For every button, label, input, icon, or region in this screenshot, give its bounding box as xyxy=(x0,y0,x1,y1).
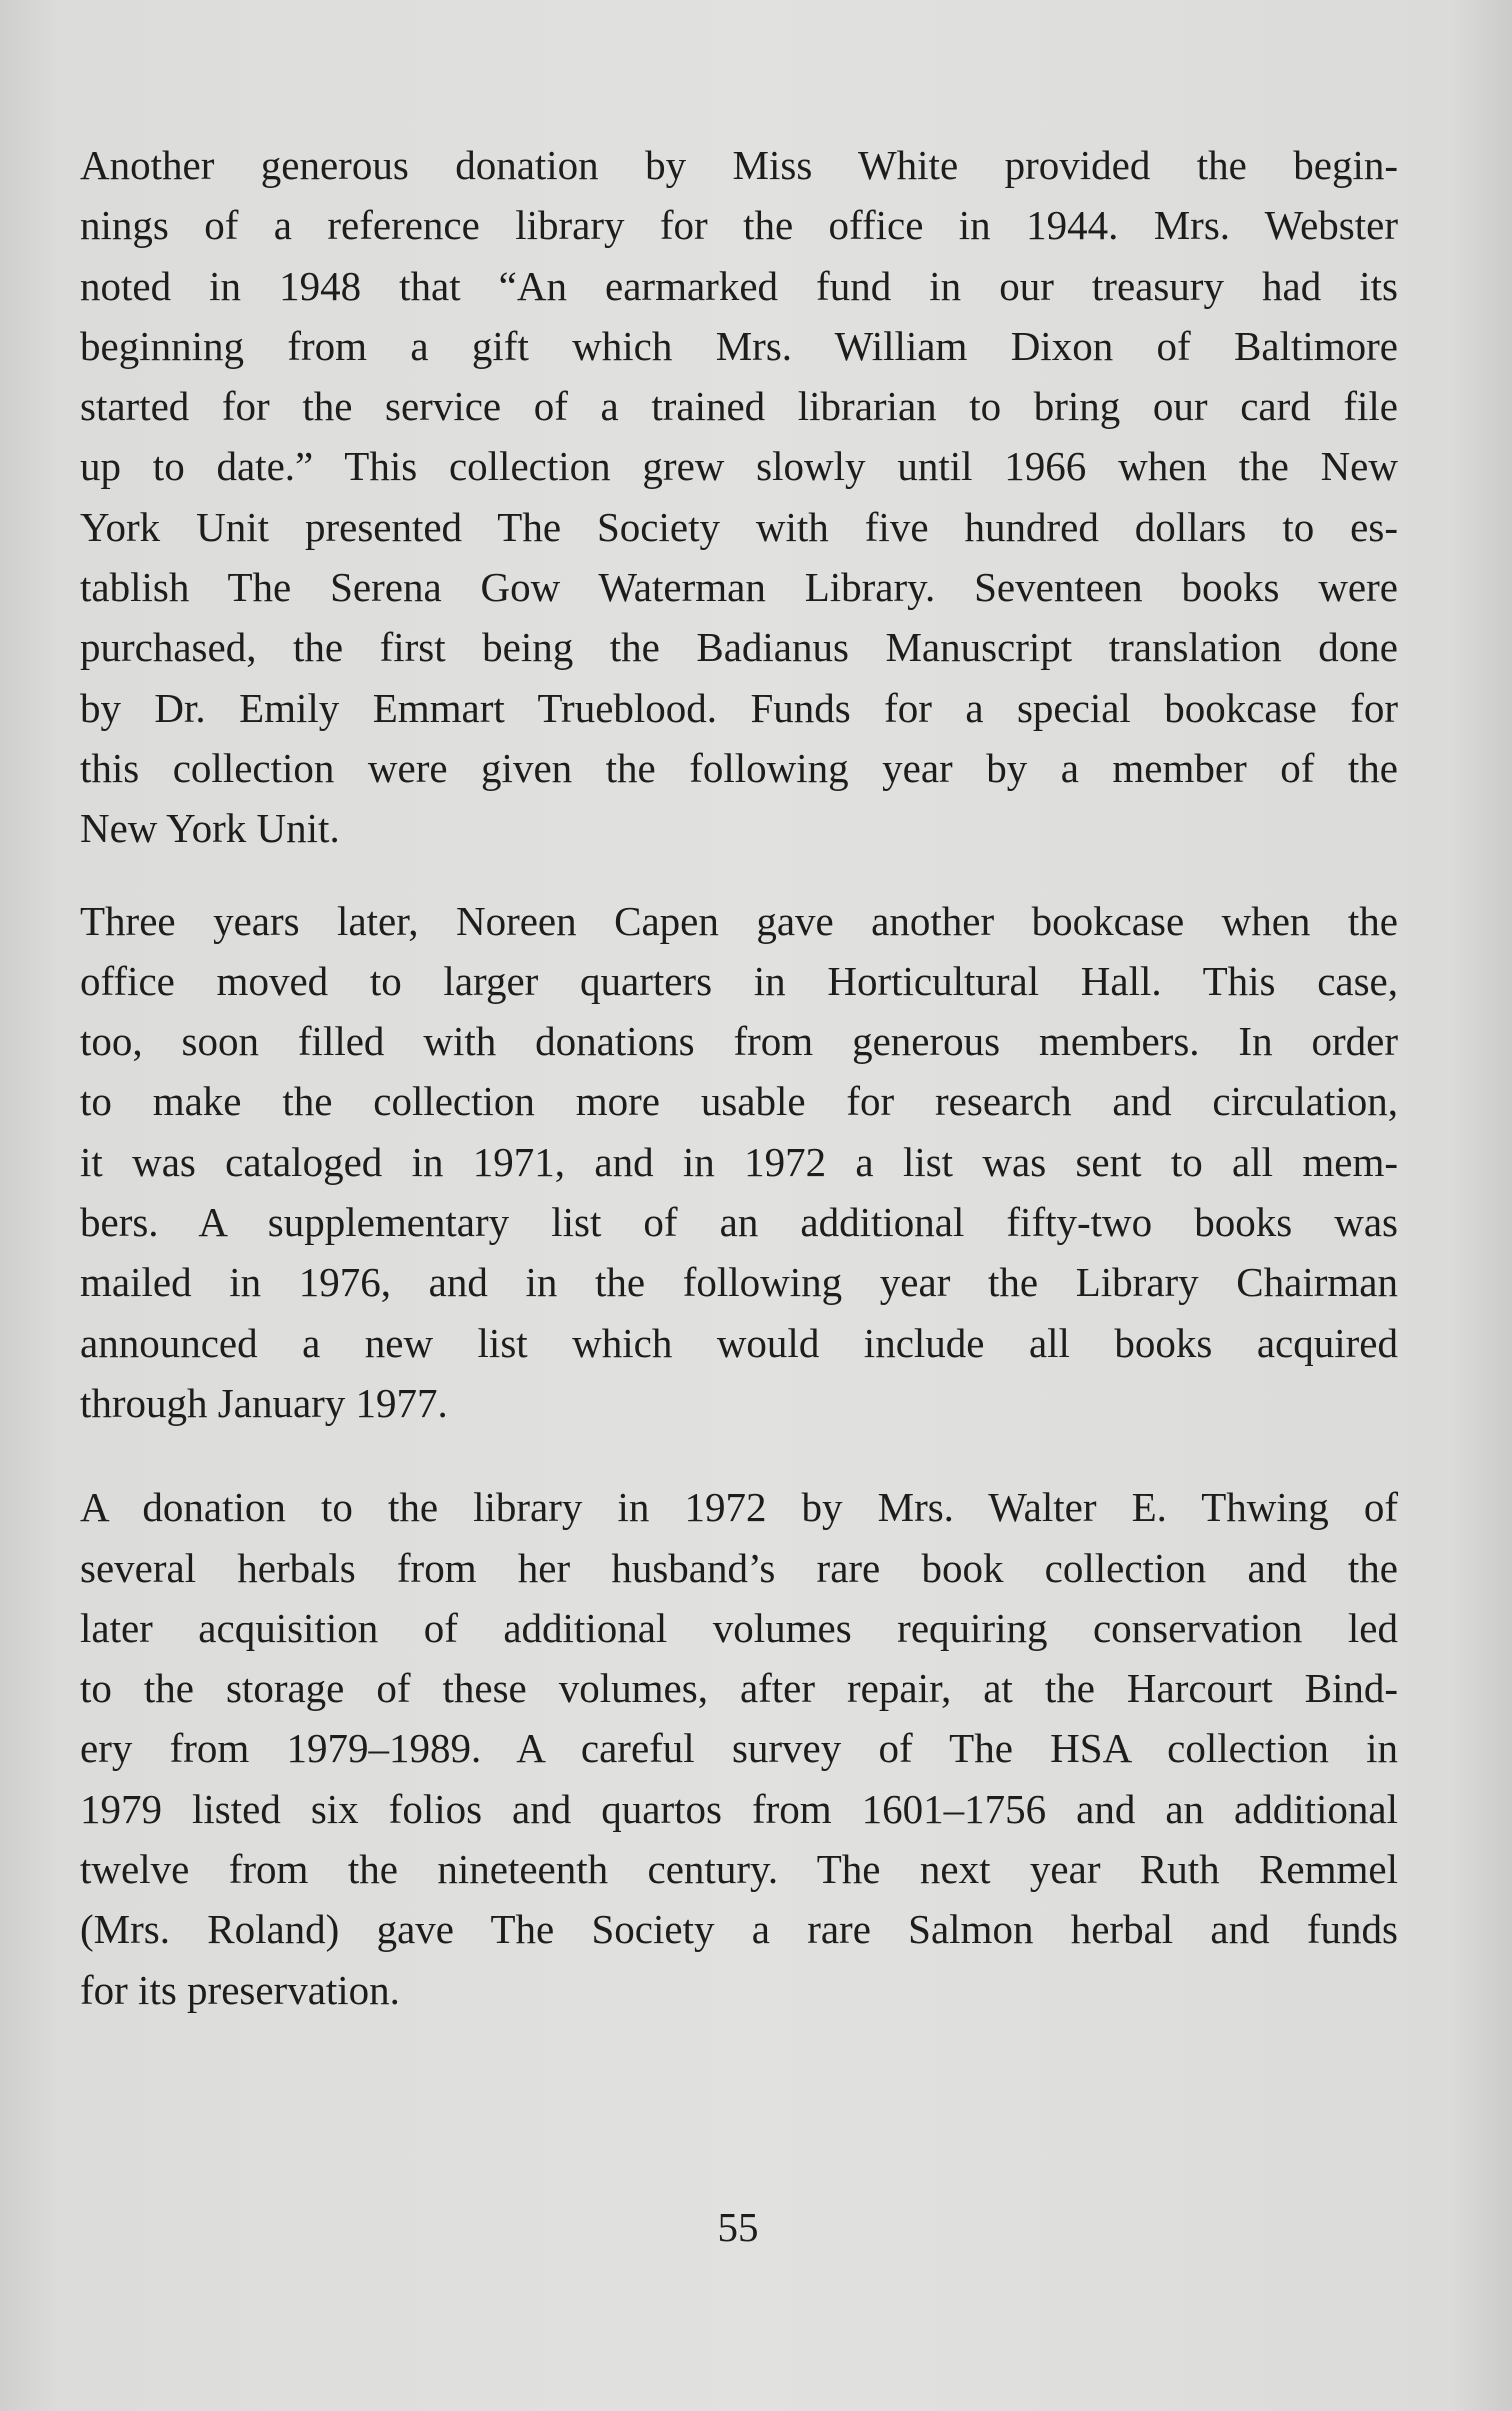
text-line: started for the service of a trained librarian to bring our card file xyxy=(80,383,1398,430)
text-line: announced a new list which would include all books acquired xyxy=(80,1319,1398,1366)
text-line: (Mrs. Roland) gave The Society a rare Salmon herbal and funds xyxy=(80,1906,1398,1953)
text-line: later acquisition of additional volumes requiring conservation led xyxy=(80,1604,1398,1651)
text-line: up to date.” This collection grew slowly until 1966 when the New xyxy=(80,443,1398,490)
text-line: nings of a reference library for the office in 1944. Mrs. Webster xyxy=(80,202,1398,249)
text-line: twelve from the nineteenth century. The next year Ruth Remmel xyxy=(80,1846,1398,1893)
text-line: 1979 listed six folios and quartos from 1601–1756 and an additional xyxy=(80,1785,1398,1832)
paragraph-library-beginnings xyxy=(80,135,1398,859)
paragraph-thwing-donation xyxy=(80,1477,1398,2020)
text-line: this collection were given the following year by a member of the xyxy=(80,744,1398,791)
text-line: purchased, the first being the Badianus Manuscript translation done xyxy=(80,624,1398,671)
page-number: 55 xyxy=(717,2204,759,2250)
text-line: ery from 1979–1989. A careful survey of The HSA collection in xyxy=(80,1725,1398,1772)
text-line: New York Unit. xyxy=(80,805,340,852)
text-line: bers. A supplementary list of an additional fifty-two books was xyxy=(80,1199,1398,1246)
body-text xyxy=(80,135,1398,2020)
text-line: through January 1977. xyxy=(80,1379,448,1426)
text-line: too, soon filled with donations from generous members. In order xyxy=(80,1018,1398,1065)
text-line: tablish The Serena Gow Waterman Library. Seventeen books were xyxy=(80,564,1398,611)
text-line: Three years later, Noreen Capen gave another bookcase when the xyxy=(80,897,1398,944)
text-line: York Unit presented The Society with five hundred dollars to es- xyxy=(80,503,1398,550)
text-line: noted in 1948 that “An earmarked fund in our treasury had its xyxy=(80,262,1398,309)
text-line: A donation to the library in 1972 by Mrs. Walter E. Thwing of xyxy=(80,1484,1398,1531)
text-line: to make the collection more usable for research and circulation, xyxy=(80,1078,1398,1125)
text-line: beginning from a gift which Mrs. William Dixon of Baltimore xyxy=(80,322,1398,369)
text-line: mailed in 1976, and in the following year the Library Chairman xyxy=(80,1259,1398,1306)
text-line: it was cataloged in 1971, and in 1972 a list was sent to all mem- xyxy=(80,1138,1398,1185)
text-line: for its preservation. xyxy=(80,1966,400,2013)
text-line: several herbals from her husband’s rare book collection and the xyxy=(80,1544,1398,1591)
paragraph-horticultural-hall xyxy=(80,891,1398,1434)
text-line: to the storage of these volumes, after repair, at the Harcourt Bind- xyxy=(80,1665,1398,1712)
text-line: Another generous donation by Miss White provided the begin- xyxy=(80,142,1398,188)
text-line: office moved to larger quarters in Horticultural Hall. This case, xyxy=(80,957,1398,1004)
text-line: by Dr. Emily Emmart Trueblood. Funds for a special bookcase for xyxy=(80,684,1398,731)
